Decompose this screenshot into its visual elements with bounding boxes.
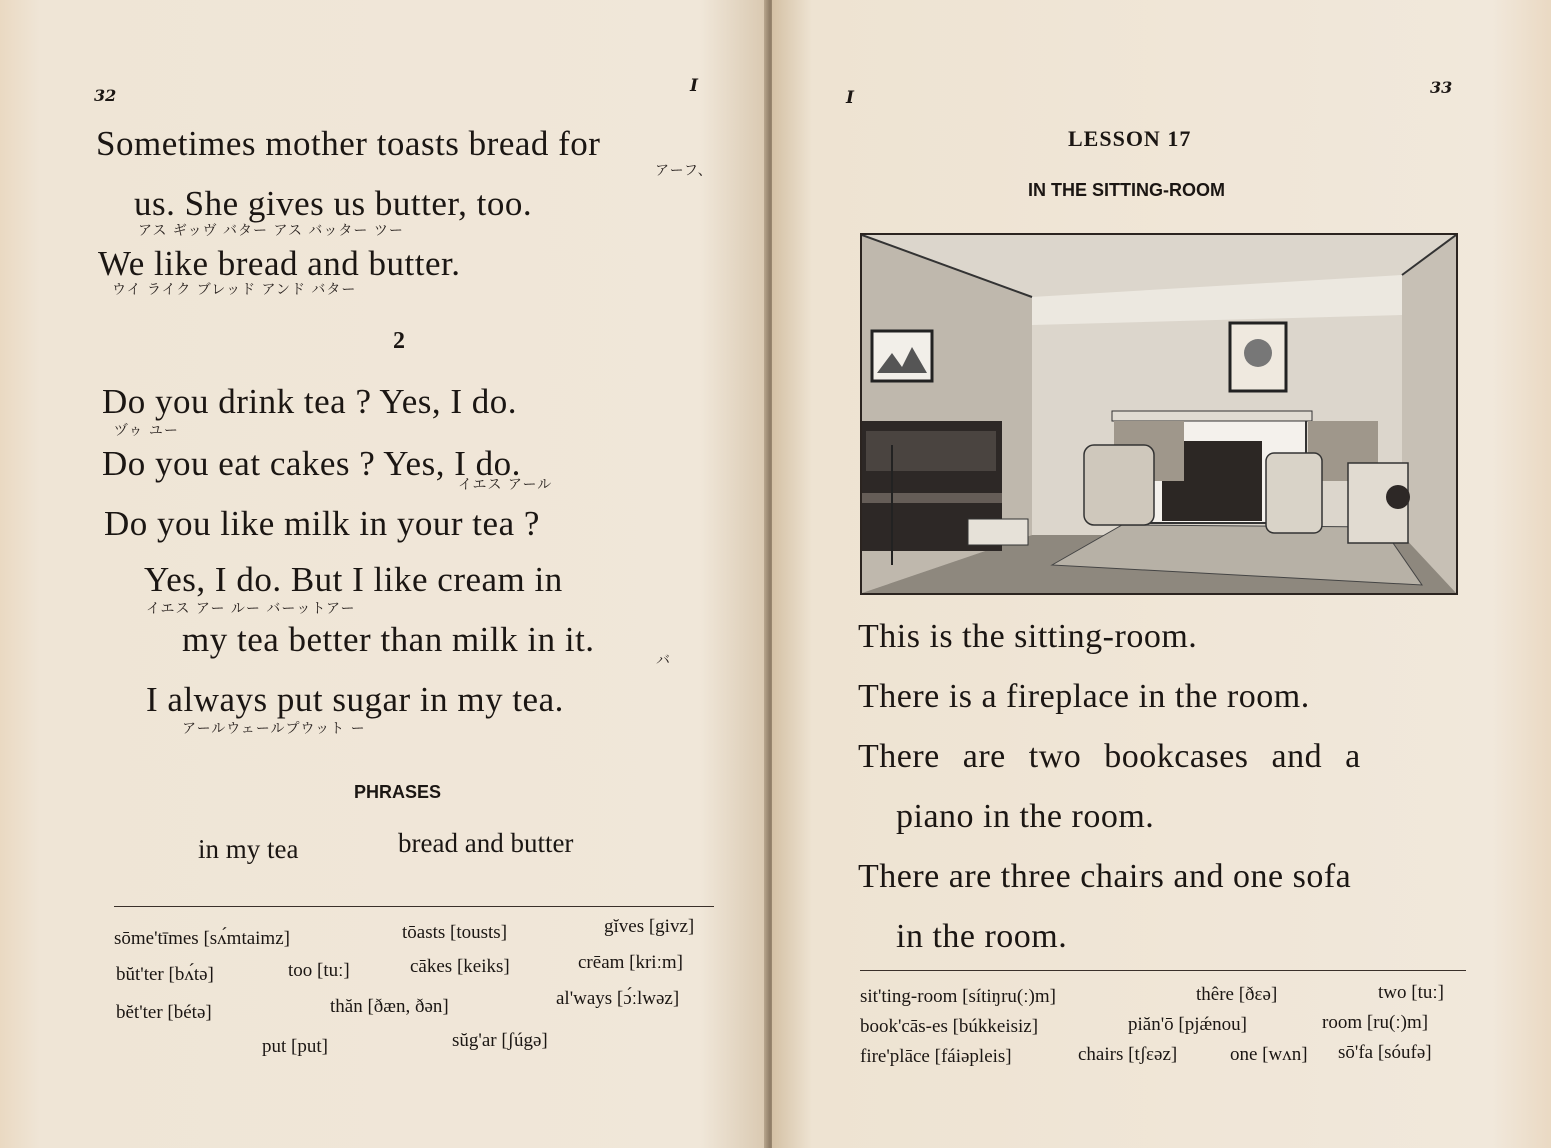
text-line: We like bread and butter. [98,244,461,283]
pronunciation-entry: al'ways [ɔ́ːlwəz] [556,988,680,1009]
right-page [772,0,1551,1148]
kana-annotation: アス ギッヴ バター アス バッター ツー [138,223,404,239]
divider-rule [860,970,1466,971]
phrase-item: in my tea [198,834,299,864]
kana-annotation: イエス アー ルー バーットアー [146,601,356,617]
sitting-room-drawing [862,235,1456,593]
text-line: This is the sitting-room. [858,618,1198,655]
pronunciation-entry: two [tuː] [1378,982,1444,1003]
pronunciation-entry: fire'plāce [fáiəpleis] [860,1046,1012,1067]
text-line: Sometimes mother toasts bread for [96,124,601,163]
kana-annotation: イエス アール [458,477,553,493]
text-line: Yes, I do. But I like cream in [144,560,563,599]
pronunciation-entry: sŭg'ar [ʃúgə] [452,1030,548,1051]
kana-annotation: バ [656,653,671,669]
text-line: Do you eat cakes ? Yes, I do. [102,444,521,483]
kana-annotation: ウイ ライク ブレッド アンド バター [112,282,357,298]
pronunciation-entry: put [put] [262,1036,328,1057]
pronunciation-entry: gĭves [givz] [604,916,695,937]
pronunciation-entry: room [ru(ː)m] [1322,1012,1429,1033]
pronunciation-entry: one [wʌn] [1230,1044,1308,1065]
text-line: There are three chairs and one sofa [858,858,1352,895]
signature-mark-left: I [690,76,698,96]
pronunciation-entry: sōme'tīmes [sʌ́mtaimz] [114,928,290,949]
divider-rule [114,906,714,907]
pronunciation-entry: bĕt'ter [bétə] [116,1002,212,1023]
text-line: Do you like milk in your tea ? [104,504,540,543]
text-line: There are two bookcases and a [858,738,1361,775]
kana-annotation: アールウェールプウット ー [182,721,366,737]
kana-annotation: アーフ、 [655,163,713,179]
pronunciation-entry: chairs [tʃɛəz] [1078,1044,1178,1065]
sitting-room-illustration [860,233,1458,595]
pronunciation-entry: thêre [ðɛə] [1196,984,1278,1005]
kana-annotation: ヅゥ ユー [114,423,179,439]
phrase-item: bread and butter [398,828,574,858]
pronunciation-entry: sit'ting-room [sítiŋru(ː)m] [860,986,1056,1007]
text-line: in the room. [896,918,1068,955]
text-line: There is a fireplace in the room. [858,678,1310,715]
section-number: 2 [393,328,405,354]
pronunciation-entry: piăn'ō [pjǽnou] [1128,1014,1247,1035]
signature-mark-right: I [846,88,854,108]
pronunciation-entry: crēam [kriːm] [578,952,683,973]
phrases-heading: PHRASES [354,782,442,802]
pronunciation-entry: book'cās-es [búkkeisiz] [860,1016,1039,1037]
text-line: piano in the room. [896,798,1155,835]
text-line: Do you drink tea ? Yes, I do. [102,382,518,421]
page-number-right: 33 [1430,78,1453,97]
pronunciation-entry: sō'fa [sóufə] [1338,1042,1432,1063]
text-line: my tea better than milk in it. [182,620,595,659]
lesson-title: LESSON 17 [1068,126,1192,151]
pronunciation-entry: too [tuː] [288,960,350,981]
pronunciation-entry: cākes [keiks] [410,956,510,977]
left-page [0,0,768,1148]
pronunciation-entry: thăn [ðæn, ðən] [330,996,449,1017]
text-line: I always put sugar in my tea. [146,680,564,719]
text-line: us. She gives us butter, too. [134,184,533,223]
pronunciation-entry: bŭt'ter [bʌ́tə] [116,964,214,985]
pronunciation-entry: tōasts [tousts] [402,922,508,943]
page-number-left: 32 [94,86,117,105]
lesson-subtitle: IN THE SITTING-ROOM [1028,180,1225,200]
